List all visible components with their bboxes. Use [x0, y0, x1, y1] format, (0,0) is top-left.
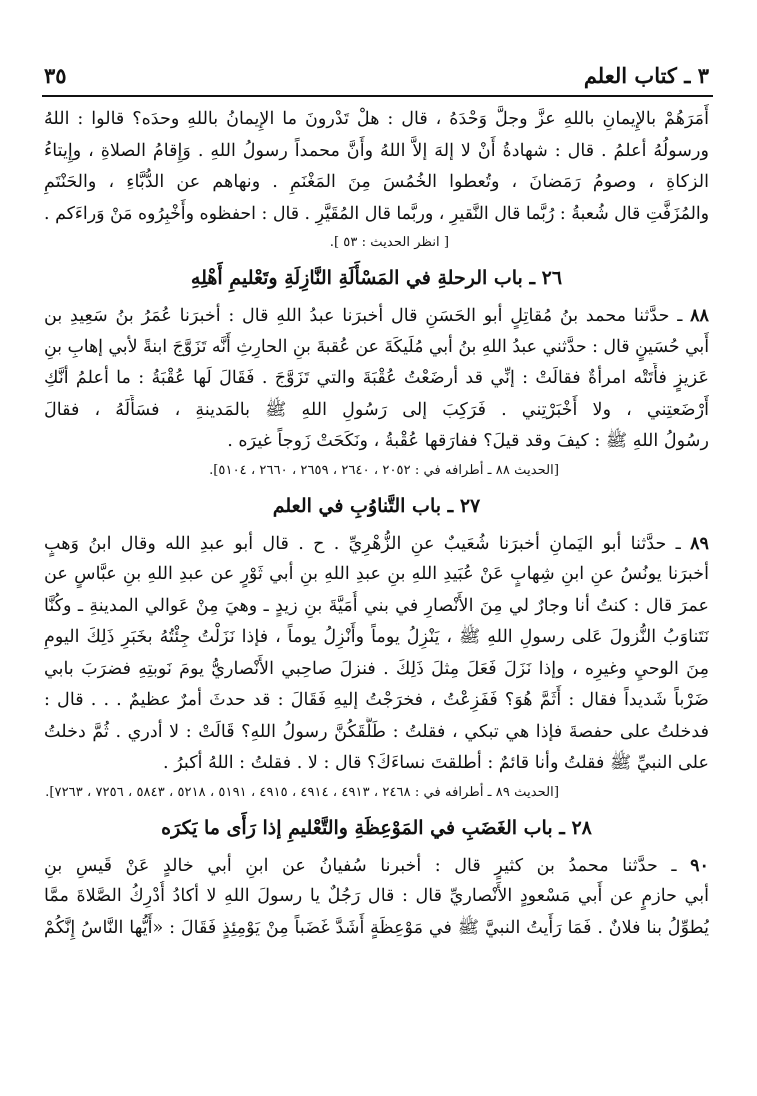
- text-line: عمرَ قال : كنتُ أنا وجارٌ لي مِنَ الأَنْصارِ في بني أُمَيَّةَ بنِ زيدٍ ـ وهيَ مِنْ عَوالي المدينةِ ـ وكُنَّا: [44, 595, 709, 616]
- page-content: [44, 104, 709, 944]
- text-line: على النبيِّ ﷺ فقلتُ وأنا قائمٌ : أطلقتَ نساءَكَ؟ قال : لا . فقلتُ : اللهُ أكبرُ .: [163, 753, 709, 773]
- cross-reference: [الحديث ٨٨ ـ أطرافه في : ٢٠٥٢ ، ٢٦٤٠ ، ٢٦٥٩ ، ٢٦٦٠ ، ٥١٠٤].: [209, 462, 559, 478]
- chapter-heading-27: [44, 486, 709, 526]
- text-line: نَتَناوَبُ النُّزولَ عَلى رسولِ اللهِ ﷺ ، يَنْزِلُ يوماً وأَنْزِلُ يوماً ، فإذا نَزَلْتُ جِئْتُهُ بخَبَرِ ذَلِكَ اليومِ: [44, 627, 709, 647]
- text-line: أخبرَنا يونُسُ عنِ ابنِ شِهابٍ عَنْ عُبَيدِ اللهِ بنِ عبدِ اللهِ بنِ أبي ثَوْرٍ عن عبدِ اللهِ بنِ عبَّاسٍ عن: [44, 564, 709, 584]
- chapter-title: ـ باب الغَضَبِ في المَوْعِظَةِ والتَّعْليمِ إذا رَأَى ما يَكرَه: [161, 816, 565, 839]
- chapter-title: ـ باب التَّناوُبِ في العلم: [272, 494, 454, 517]
- hadith-89: [44, 528, 709, 806]
- chapter-heading-28: [44, 808, 709, 848]
- hadith-number: ٨٨: [690, 305, 709, 326]
- text-line: ورسولُهُ أعلمُ . قال : شهادةُ أَنْ لا إلهَ إلاَّ اللهُ وأَنَّ محمداً رسولُ اللهِ . وَإِقامُ الصلاةِ ، وإِيتاءُ: [44, 140, 709, 161]
- chapter-running-title: ٣ ـ كتاب العلم: [583, 63, 709, 88]
- hadith-90: [44, 850, 709, 945]
- text-line: أَبي حُسَينٍ قال : حدَّثني عبدُ اللهِ بنُ أبي مُلَيكَةَ عن عُقبةَ بنِ الحارِثِ أَنَّه تَزَوَّجَ ابنةً لأبي إهابِ بنِ: [44, 336, 709, 357]
- text-line: رسُولُ اللهِ ﷺ : كيفَ وقد قيلَ؟ ففارَقها عُقْبةُ ، ونَكَحَتْ زَوجاً غيرَه .: [227, 431, 709, 451]
- page-number: ٣٥: [44, 63, 67, 88]
- hadith-number: ٩٠: [690, 854, 709, 876]
- hadith-opening: ـ حدَّثنا محمد بنُ مُقاتِلٍ أبو الحَسَنِ قال أخبرَنا عبدُ اللهِ قال : أخبرَنا عُمَرُ بنُ سَعِيدِ بن: [44, 306, 683, 326]
- text-line: والمُزَفَّتِ قال شُعبةُ : رُبَّما قال النَّقيرِ ، وربَّما قال المُقَيَّرِ . قال : احفظوه وأَخْبِرُوه مَنْ وَراءَكم .: [44, 203, 709, 224]
- hadith-88: [44, 300, 709, 484]
- chapter-heading-26: [44, 258, 709, 298]
- page-header: [44, 58, 709, 88]
- text-line: مِنَ الوحيِ وغيرِه ، وإذا نَزَلَ فَعَلَ مِثلَ ذَلِكَ . فنزلَ صاحِبي الأَنْصاريُّ يومَ نَوبتِهِ فضرَبَ بابي: [44, 658, 709, 679]
- text-line: أَرْضَعتِني ، ولا أَخْبَرْتِني . فَرَكِبَ إلى رَسُولِ اللهِ ﷺ بالمَدينةِ ، فسَأَلَهُ ، فقالَ: [44, 399, 709, 420]
- chapter-number: ٢٨: [571, 816, 592, 839]
- text-line: أبي حازمٍ عن أَبي مَسْعودٍ الأَنْصاريِّ قال : قال رَجُلٌ يا رسولَ اللهِ لا أكادُ أُدْرِكُ الصَّلاةَ ممَّا: [44, 886, 709, 906]
- cross-reference: [الحديث ٨٩ ـ أطرافه في : ٢٤٦٨ ، ٤٩١٣ ، ٤٩١٤ ، ٤٩١٥ ، ٥١٩١ ، ٥٢١٨ ، ٥٨٤٣ ، ٧٢٥٦ ، ٧٢٦٣].: [45, 784, 559, 800]
- chapter-title: ـ باب الرحلةِ في المَسْأَلَةِ النَّازِلَةِ وتَعْليمِ أَهْلِهِ: [190, 267, 536, 289]
- text-line: عَزيزٍ فأَتَتْه امرأةٌ فقالَتْ : إنِّي قد أرضَعْتُ عُقْبَةَ والتي تَزَوَّجَ . فَقَالَ لَها عُقْبَةُ : ما أعلمُ أنَّكِ: [44, 368, 709, 388]
- text-line: فدخلتُ على حفصةَ فإذا هي تبكي ، فقلتُ : طَلَّقَكُنَّ رسولُ اللهِ؟ قَالَتْ : لا أدري . ثُمَّ دخلتُ: [44, 721, 709, 742]
- text-line: ضَرْباً شَديداً فقال : أَثَمَّ هُوَ؟ فَفَزِعْتُ ، فخرَجْتُ إليهِ فَقَالَ : قد حدثَ أمرٌ عظيمٌ . . . قال :: [44, 690, 709, 710]
- continued-hadith-block: [44, 104, 709, 256]
- hadith-opening: ـ حدَّثنا أبو اليَمانِ أخبرَنا شُعَيبٌ عنِ الزُّهْرِيِّ . ح . قال أبو عبدِ الله وقال ابنُ وَهبٍ: [44, 533, 681, 554]
- cross-reference: [ انظر الحديث : ٥٣ ].: [329, 235, 449, 250]
- text-line: أَمَرَهُمْ بالإِيمانِ باللهِ عزَّ وجلَّ وَحْدَهُ ، قال : هلْ تَدْرونَ ما الإِيمانُ باللهِ وحدَه؟ قالوا : اللهُ: [44, 109, 709, 129]
- chapter-number: ٢٦: [541, 267, 563, 289]
- hadith-opening: ـ حدَّثنا محمدُ بن كثيرٍ قال : أخبرنا سُفيانُ عن ابنِ أبي خالدٍ عَنْ قَيسِ بنِ: [44, 855, 677, 876]
- header-rule: [42, 95, 713, 97]
- text-line: الزكاةِ ، وصومُ رَمَضانَ ، وتُعطوا الخُمُسَ مِنَ المَغْنَمِ . ونهاهم عن الدُّبَّاءِ ، والحَنْتَمِ: [44, 172, 709, 192]
- chapter-number: ٢٧: [459, 494, 481, 517]
- hadith-number: ٨٩: [690, 532, 709, 554]
- text-line: يُطوِّلُ بنا فلانٌ . فَمَا رَأَيتُ النبيَّ ﷺ في مَوْعِظَةٍ أَشَدَّ غَضَباً مِنْ يَوْمِئِذٍ فَقَالَ : «أَيُّها النَّاسُ إِنَّكُمْ: [44, 917, 709, 938]
